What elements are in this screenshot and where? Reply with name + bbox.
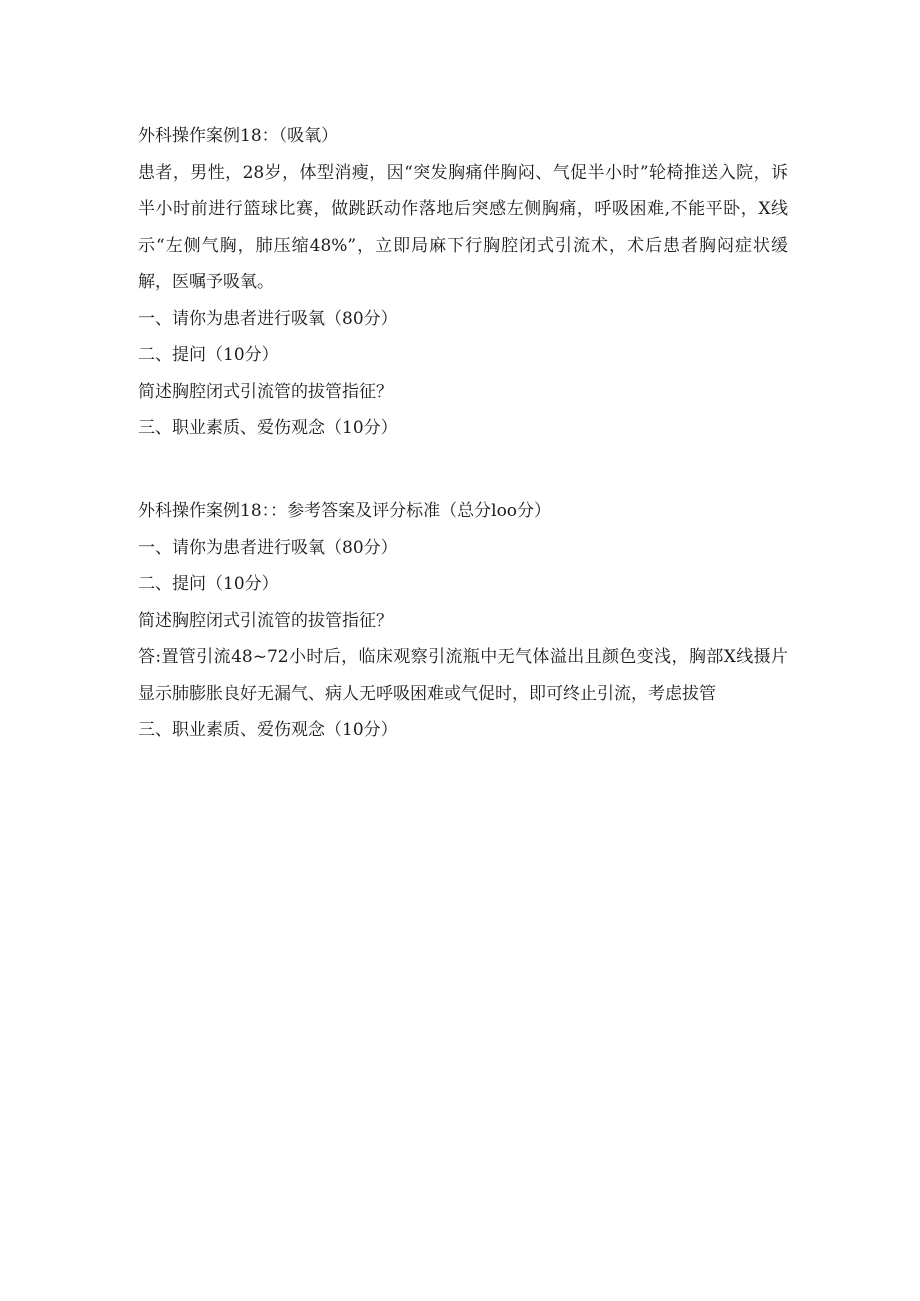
question-heading: 二、提问（10分）: [138, 345, 279, 365]
answer-task-item: 一、请你为患者进行吸氧（80分）: [138, 537, 398, 558]
answer-text: 答:置管引流48~72小时后，临床观察引流瓶中无气体溢出且颜色变浅，胸部X线摄片显示肺膨胀良好无漏气、病人无呼吸困难或气促时，即可终止引流，考虑拔管: [138, 647, 788, 704]
task-item: 一、请你为患者进行吸氧（80分）: [138, 308, 398, 329]
case-question-section: [138, 118, 788, 447]
case-description: 患者，男性，28岁，体型消瘦，因“突发胸痛伴胸闷、气促半小时”轮椅推送入院，诉半小时前进行篮球比赛，做跳跃动作落地后突感左侧胸痛，呼吸困难,不能平卧，X线示“左侧气胸，肺压缩48%”，立即局麻下行胸腔闭式引流术，术后患者胸闷症状缓解，医嘱予吸氧。: [138, 162, 788, 292]
professional-item: 三、职业素质、爱伤观念（10分）: [138, 418, 398, 438]
question-text: 简述胸腔闭式引流管的拔管指征？: [138, 381, 393, 402]
answer-professional-item: 三、职业素质、爱伤观念（10分）: [138, 720, 398, 740]
answer-section: [138, 493, 788, 749]
case-title: 外科操作案例18：（吸氧）: [138, 126, 339, 146]
answer-question-heading: 二、提问（10分）: [138, 574, 279, 594]
answer-question-text: 简述胸腔闭式引流管的拔管指征？: [138, 610, 393, 631]
answer-title: 外科操作案例18：：参考答案及评分标准（总分loo分）: [138, 501, 552, 521]
